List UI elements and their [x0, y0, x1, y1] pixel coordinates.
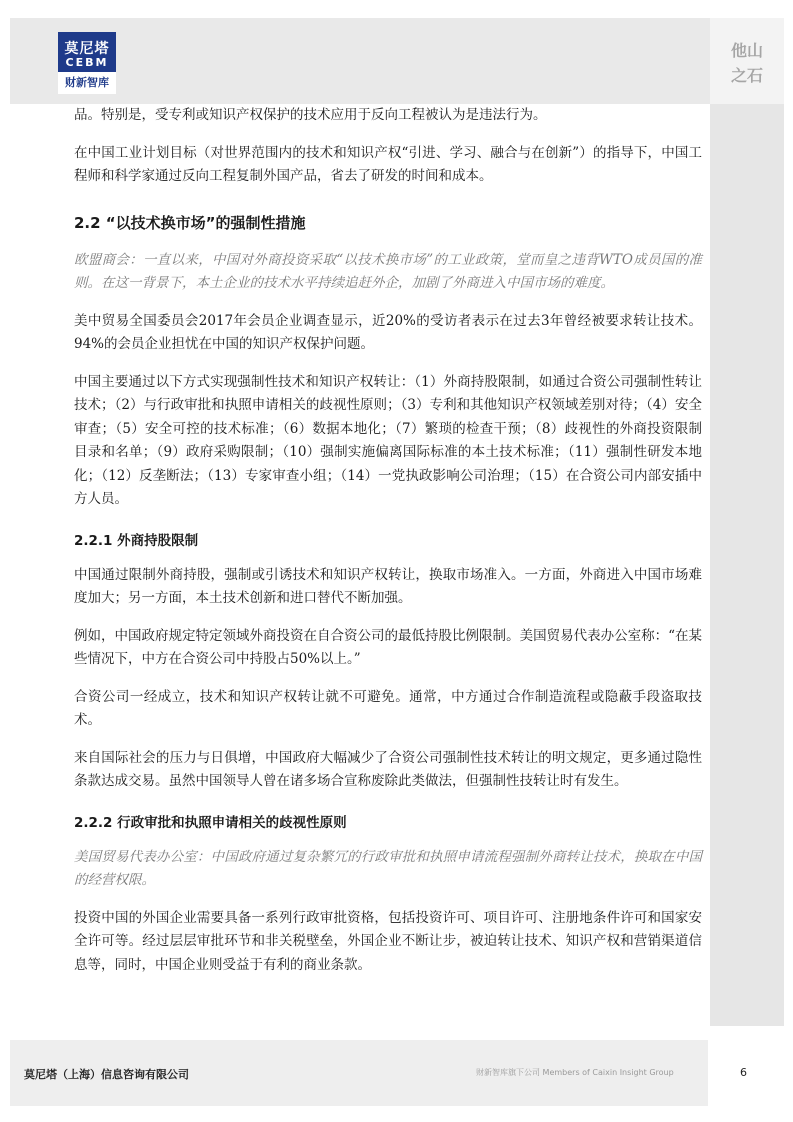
- side-title-line2: 之石: [730, 66, 763, 85]
- paragraph: 中国通过限制外商持股，强制或引诱技术和知识产权转让，换取市场准入。一方面，外商进入中国市场难度加大；另一方面，本土技术创新和进口替代不断加强。: [74, 566, 702, 606]
- logo-en-text: CEBM: [65, 56, 109, 69]
- side-title-line1: 他山: [730, 41, 763, 60]
- side-band: [710, 18, 784, 1026]
- quote-paragraph: 欧盟商会：一直以来，中国对外商投资采取“以技术换市场”的工业政策，堂而皇之违背WTO成员国的准则。在这一背景下，本土企业的技术水平持续追赶外企，加剧了外商进入中国市场的难度。: [74, 251, 702, 291]
- page-number: 6: [740, 1066, 747, 1079]
- company-logo: [58, 32, 116, 94]
- quote-paragraph: 美国贸易代表办公室：中国政府通过复杂繁冗的行政审批和执照申请流程强制外商转让技术，换取在中国的经营权限。: [74, 848, 702, 888]
- paragraph: 来自国际社会的压力与日俱增，中国政府大幅减少了合资公司强制性技术转让的明文规定，更多通过隐性条款达成交易。虽然中国领导人曾在诸多场合宣称废除此类做法，但强制性技转让时有发生。: [74, 749, 702, 789]
- paragraph: 例如，中国政府规定特定领域外商投资在自合资公司的最低持股比例限制。美国贸易代表办公室称：“在某些情况下，中方在合资公司中持股占50%以上。”: [74, 627, 702, 667]
- paragraph: 美中贸易全国委员会2017年会员企业调查显示，近20%的受访者表示在过去3年曾经被要求转让技术。94%的会员企业担忧在中国的知识产权保护问题。: [74, 312, 702, 352]
- paragraph: 投资中国的外国企业需要具备一系列行政审批资格，包括投资许可、项目许可、注册地条件许可和国家安全许可等。经过层层审批环节和非关税壁垒，外国企业不断让步，被迫转让技术、知识产权和营销渠道信息等，同时，中国企业则受益于有利的商业条款。: [74, 909, 702, 973]
- logo-cn-text: 莫尼塔: [64, 41, 110, 57]
- footer-company-name: 莫尼塔（上海）信息咨询有限公司: [24, 1068, 189, 1081]
- paragraph: 品。特别是，受专利或知识产权保护的技术应用于反向工程被认为是违法行为。: [74, 107, 547, 123]
- section-heading: 2.2 “以技术换市场”的强制性措施: [74, 213, 306, 232]
- logo-sub-text: 财新智库: [58, 72, 116, 94]
- paragraph: 合资公司一经成立，技术和知识产权转让就不可避免。通常，中方通过合作制造流程或隐蔽手段盗取技术。: [74, 688, 702, 728]
- subsection-heading: 2.2.1 外商持股限制: [74, 532, 199, 549]
- paragraph: 中国主要通过以下方式实现强制性技术和知识产权转让：（1）外商持股限制，如通过合资公司强制性转让技术；（2）与行政审批和执照申请相关的歧视性原则；（3）专利和其他知识产权领域差别对待；（4）安全审查；（5）安全可控的技术标准；（6）数据本地化；（7）繁琐的检查干预；（8）歧视性的外商投资限制目录和名单；（9）政府采购限制；（10）强制实施偏离国际标准的本土技术标准；（11）强制性研发本地化；（12）反垄断法；（13）专家审查小组；（14）一党执政影响公司治理；（15）在合资公司内部安插中方人员。: [74, 373, 702, 507]
- subsection-heading: 2.2.2 行政审批和执照申请相关的歧视性原则: [74, 814, 347, 831]
- document-body: [74, 104, 702, 991]
- paragraph: 在中国工业计划目标（对世界范围内的技术和知识产权“引进、学习、融合与在创新”）的指导下，中国工程师和科学家通过反向工程复制外国产品，省去了研发的时间和成本。: [74, 144, 702, 184]
- section-side-title: [724, 38, 770, 88]
- footer-member-note: 财新智库旗下公司 Members of Caixin Insight Group: [476, 1068, 674, 1077]
